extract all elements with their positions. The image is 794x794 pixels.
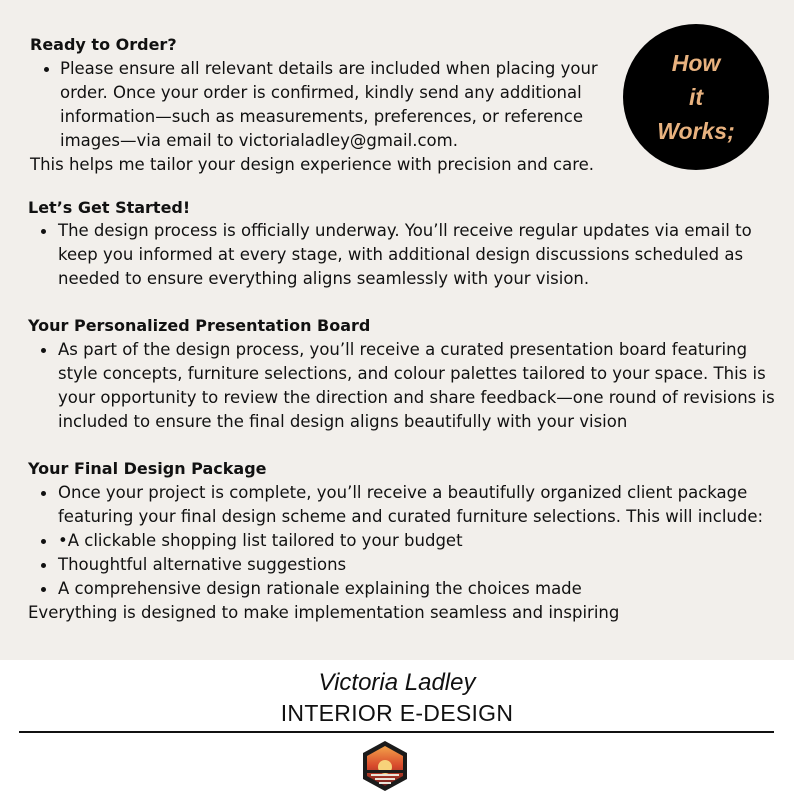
bullet-marker: [41, 491, 46, 496]
brand-subtitle: INTERIOR E-DESIGN: [280, 700, 514, 726]
badge-line-3: Works;: [657, 118, 735, 144]
ready-line-2: order. Once your order is confirmed, kindly send any additional: [60, 83, 582, 102]
bullet-marker: [41, 539, 46, 544]
started-line-2: keep you informed at every stage, with additional design discussions scheduled as: [58, 245, 744, 264]
board-line-2: style concepts, furniture selections, and colour palettes tailored to your space. This is: [58, 364, 766, 383]
bullet-marker: [41, 348, 46, 353]
bullet-marker: [41, 587, 46, 592]
badge-line-1: How: [671, 50, 721, 76]
badge-line-2: it: [688, 84, 704, 110]
package-line-1: Once your project is complete, you’ll receive a beautifully organized client package: [58, 483, 748, 502]
ready-closing: This helps me tailor your design experience with precision and care.: [30, 155, 595, 174]
board-line-3: your opportunity to review the direction and share feedback—one round of revisions is: [58, 388, 775, 407]
started-line-3: needed to ensure everything aligns seamlessly with your vision.: [58, 269, 590, 288]
bullet-marker: [44, 67, 49, 72]
section-heading-package: Your Final Design Package: [28, 459, 267, 478]
package-line-2: featuring your final design scheme and curated furniture selections. This will include:: [58, 507, 764, 526]
bullet-marker: [41, 563, 46, 568]
section-heading-started: Let’s Get Started!: [28, 198, 191, 217]
package-closing: Everything is designed to make implementation seamless and inspiring: [28, 603, 620, 622]
ready-line-4: images—via email to victorialadley@gmail.com.: [60, 131, 458, 150]
how-it-works-badge: [623, 24, 769, 170]
package-item-2: Thoughtful alternative suggestions: [58, 555, 347, 574]
hexagon-sunset-logo-icon: [359, 740, 411, 792]
ready-line-1: Please ensure all relevant details are included when placing your: [60, 59, 598, 78]
section-heading-ready: Ready to Order?: [30, 35, 177, 54]
brand-name: Victoria Ladley: [318, 669, 476, 696]
board-line-1: As part of the design process, you’ll receive a curated presentation board featuring: [58, 340, 748, 359]
section-heading-board: Your Personalized Presentation Board: [28, 316, 371, 335]
package-item-3: A comprehensive design rationale explaining the choices made: [58, 579, 582, 598]
package-item-1: •A clickable shopping list tailored to your budget: [58, 531, 463, 550]
ready-line-3: information—such as measurements, preferences, or reference: [60, 107, 583, 126]
bullet-marker: [41, 229, 46, 234]
footer-divider: [19, 731, 774, 733]
started-line-1: The design process is officially underway. You’ll receive regular updates via email to: [58, 221, 752, 240]
board-line-4: included to ensure the final design aligns beautifully with your vision: [58, 412, 628, 431]
